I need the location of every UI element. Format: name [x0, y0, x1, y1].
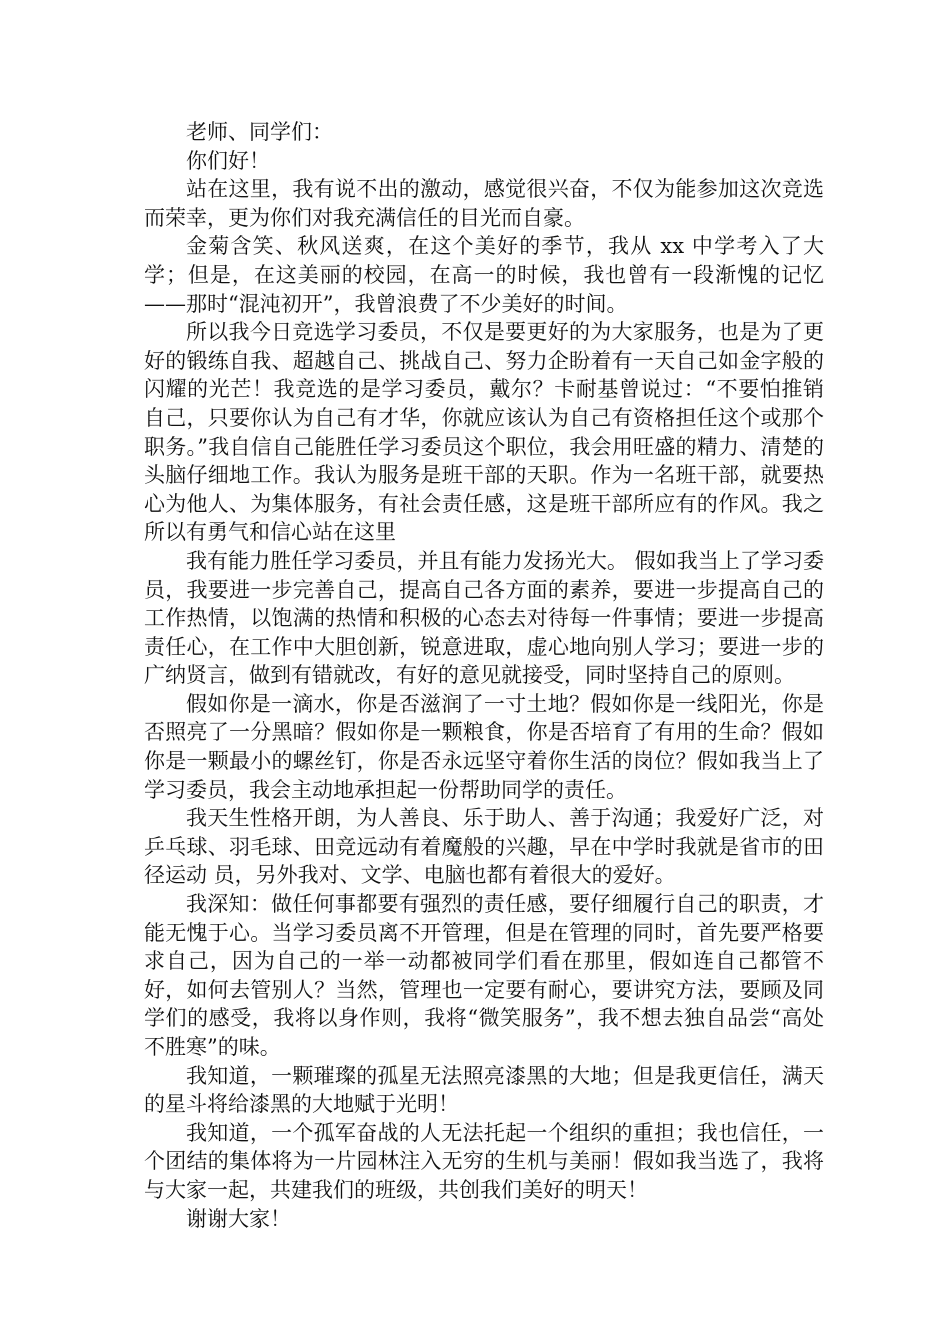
paragraph-motivation: 所以我今日竞选学习委员，不仅是要更好的为大家服务，也是为了更好的锻练自我、超越自己、挑战自己、努力企盼着有一天自己如金字般的闪耀的光芒！我竞选的是学习委员，戴尔？卡耐基曾说过：“不要怕推销自己，只要你认为自己有才华，你就应该认为自己有资格担任这个或那个职务。”我自信自己能胜任学习委员这个职位，我会用旺盛的精力、清楚的头脑仔细地工作。我认为服务是班干部的天职。作为一名班干部，就要热心为他人、为集体服务，有社会责任感，这是班干部所应有的作风。我之所以有勇气和信心站在这里: [144, 320, 824, 545]
paragraph-opening: 站在这里，我有说不出的激动，感觉很兴奋，不仅为能参加这次竞选而荣幸，更为你们对我充满信任的目光而自豪。: [144, 177, 824, 230]
paragraph-ability: 我有能力胜任学习委员，并且有能力发扬光大。 假如我当上了学习委员，我要进一步完善自己，提高自己各方面的素养，要进一步提高自己的工作热情，以饱满的热情和积极的心态去对待每一件事情；要进一步提高责任心，在工作中大胆创新，锐意进取，虚心地向别人学习；要进一步的广纳贤言，做到有错就改，有好的意见就接受，同时坚持自己的原则。: [144, 548, 824, 688]
salutation-line: 你们好！: [186, 148, 270, 173]
paragraph-personality: 我天生性格开朗，为人善良、乐于助人、善于沟通；我爱好广泛，对乒乓球、羽毛球、田竞远动有着魔般的兴趣，早在中学时我就是省市的田径运动 员，另外我对、文学、电脑也都有着很大的爱好。: [144, 806, 824, 888]
paragraph-star: 我知道，一颗璀璨的孤星无法照亮漆黑的大地；但是我更信任，满天的星斗将给漆黑的大地赋于光明！: [144, 1063, 824, 1117]
paragraph-responsibility: 我深知：做任何事都要有强烈的责任感，要仔细履行自己的职责，才能无愧于心。当学习委员离不开管理，但是在管理的同时，首先要严格要求自己，因为自己的一举一动都被同学们看在那里，假如连自己都管不好，如何去管别人？当然，管理也一定要有耐心，要讲究方法，要顾及同学们的感受，我将以身作则，我将“微笑服务”，我不想去独自品尝“高处不胜寒”的味。: [144, 892, 824, 1059]
speech-document: [144, 118, 824, 1233]
paragraph-unity: 我知道，一个孤军奋战的人无法托起一个组织的重担；我也信任，一个团结的集体将为一片园林注入无穷的生机与美丽！假如我当选了，我将与大家一起，共建我们的班级，共创我们美好的明天！: [144, 1120, 824, 1202]
closing-thanks: 谢谢大家！: [186, 1206, 291, 1231]
paragraph-metaphor: 假如你是一滴水，你是否滋润了一寸土地？假如你是一线阳光，你是否照亮了一分黑暗？假如你是一颗粮食，你是否培育了有用的生命？假如你是一颗最小的螺丝钉，你是否永远坚守着你生活的岗位？假如我当上了学习委员，我会主动地承担起一份帮助同学的责任。: [144, 691, 824, 802]
paragraph-memory: 金菊含笑、秋风送爽，在这个美好的季节，我从 xx 中学考入了大学；但是，在这美丽的校园，在高一的时候，我也曾有一段渐愧的记忆——那时“混沌初开”，我曾浪费了不少美好的时间。: [144, 234, 824, 316]
greeting-line: 老师、同学们：: [186, 120, 333, 144]
